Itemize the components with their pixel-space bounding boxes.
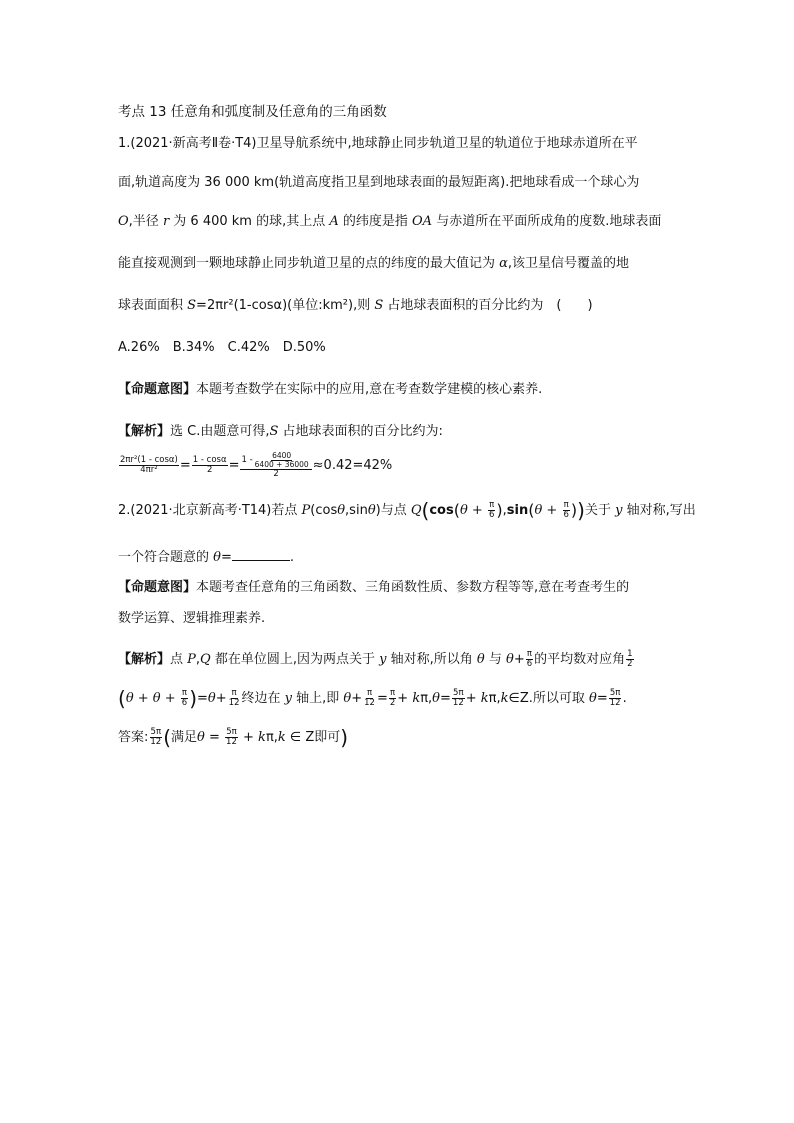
q1-line-1: 1.(2021·新高考Ⅱ卷·T4)卫星导航系统中,地球静止同步轨道卫星的轨道位于地球赤道所在平 bbox=[118, 136, 638, 151]
q1-line-4: 能直接观测到一颗地球静止同步轨道卫星的点的纬度的最大值记为 α,该卫星信号覆盖的地 bbox=[118, 256, 630, 271]
answer-blank bbox=[232, 550, 290, 561]
fraction-1: $\frac{\text{2πr²(1 - cosα)}}{\text{4πr²}}$ bbox=[120, 454, 178, 475]
q1-formula: $\frac{\text{2πr²(1 - cosα)}}{\text{4πr²}}$ = $\frac{1 - \cos\alpha}{2}$ = 1 - $\frac{6400}{6400 + 36000}$ 2 ≈0.42=42% bbox=[120, 451, 393, 479]
q2-analysis-1: 【解析】点 P,Q 都在单位圆上,因为两点关于 y 轴对称,所以角 θ 与 θ+ $\frac{\pi}{6}$ 的平均数对应角 $\frac{1}{2}$ bbox=[118, 649, 633, 669]
q1-result: ≈0.42=42% bbox=[312, 457, 393, 473]
q1-line-2: 面,轨道高度为 36 000 km(轨道高度指卫星到地球表面的最短距离).把地球看成一个球心为 bbox=[118, 175, 640, 190]
q2-line-1: 2.(2021·北京新高考·T14)若点 P(cosθ,sinθ)与点 Q(cos(θ + $\frac{\pi}{6}$ ),sin(θ + $\frac{\pi}{6}$ ))关于 y 轴对称,写出 bbox=[118, 498, 696, 523]
q1-intent: 【命题意图】本题考查数学在实际中的应用,意在考查数学建模的核心素养. bbox=[118, 382, 543, 397]
fraction-2: $\frac{1 - \cos\alpha}{2}$ bbox=[192, 454, 227, 475]
var-o: O bbox=[118, 214, 129, 229]
q1-line-5: 球表面面积 S=2πr²(1-cosα)(单位:km²),则 S 占地球表面积的百分比约为 ( ) bbox=[118, 298, 593, 313]
q2-answer: 答案: $\frac{5\pi}{12}$ (满足θ = $\frac{5\pi}{12}$ + kπ,k ∈ Z即可) bbox=[118, 725, 349, 750]
q1-analysis: 【解析】选 C.由题意可得,S 占地球表面积的百分比约为: bbox=[118, 424, 443, 439]
q2-intent-1: 【命题意图】本题考查任意角的三角函数、三角函数性质、参数方程等等,意在考查考生的 bbox=[118, 580, 630, 595]
q2-analysis-2: (θ + θ + $\frac{\pi}{6}$ )=θ+ $\frac{\pi}{12}$ 终边在 y 轴上,即 θ+ $\frac{\pi}{12}$ = $\frac{\pi}{2}$ + kπ,θ= $\frac{5\pi}{12}$ + kπ,k∈Z.所以可取 θ= $\frac{5\pi}{12}$ . bbox=[118, 686, 627, 711]
q1-line-3: O,半径 r 为 6 400 km 的球,其上点 A 的纬度是指 OA 与赤道所在平面所成角的度数.地球表面 bbox=[118, 214, 662, 229]
fraction-inner: $\frac{6400}{6400 + 36000}$ bbox=[254, 451, 309, 469]
q2-line-2: 一个符合题意的 θ= . bbox=[118, 550, 295, 565]
fraction-3: 1 - $\frac{6400}{6400 + 36000}$ 2 bbox=[240, 452, 311, 479]
q1-options: A.26% B.34% C.42% D.50% bbox=[118, 340, 326, 355]
section-heading: 考点 13 任意角和弧度制及任意角的三角函数 bbox=[118, 104, 387, 120]
q2-intent-2: 数学运算、逻辑推理素养. bbox=[118, 611, 266, 626]
